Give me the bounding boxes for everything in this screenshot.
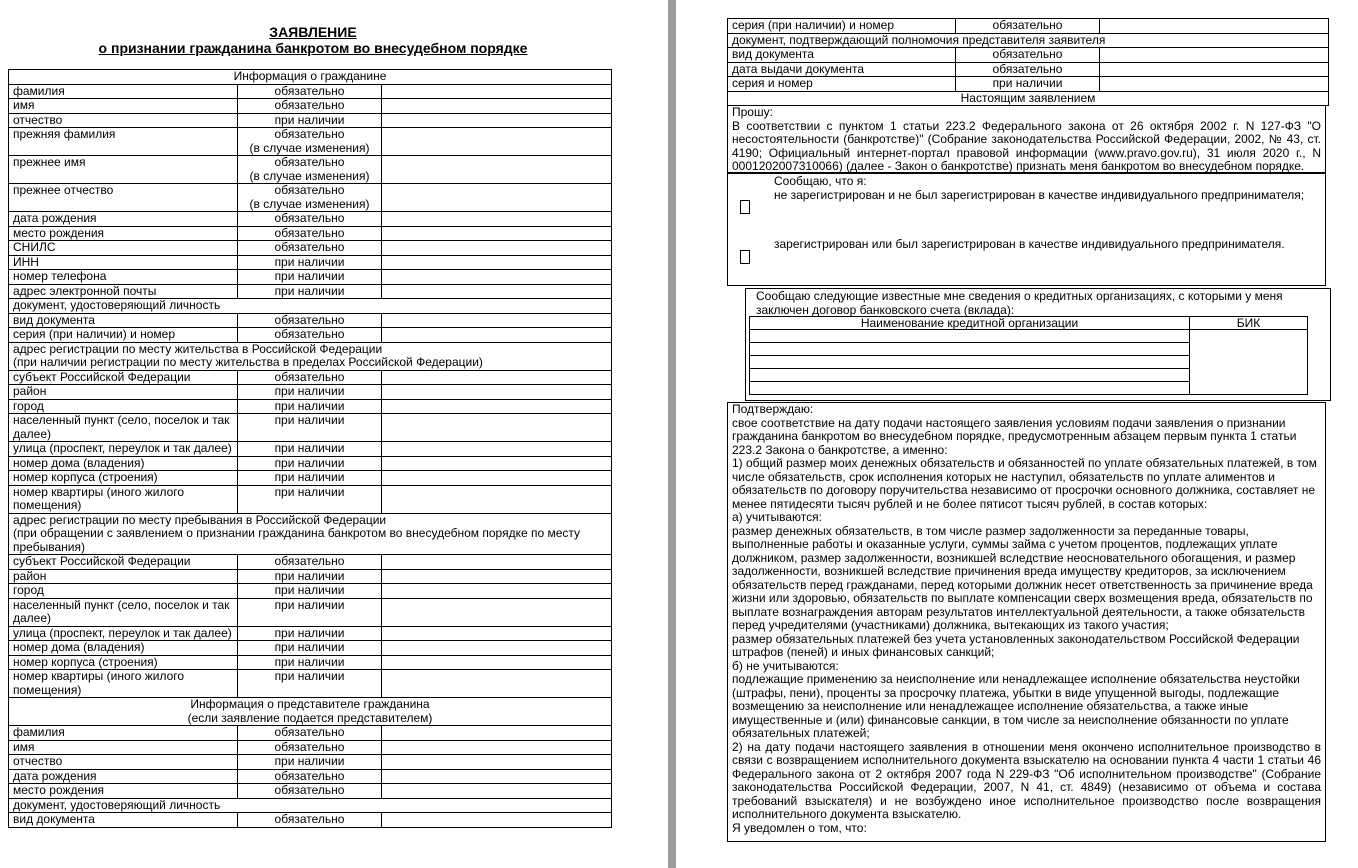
title-line-1: ЗАЯВЛЕНИЕ [269,24,357,40]
field-value-cell[interactable] [382,328,612,343]
field-requirement [238,670,382,698]
field-requirement [238,184,382,212]
field-requirement [956,77,1100,92]
field-value-cell[interactable] [382,755,612,770]
confirmation-paragraph: а) учитываются: [732,510,822,524]
field-requirement [238,270,382,285]
table-row [9,184,612,212]
table-row [9,270,612,285]
table-row [9,655,612,670]
field-label: номер телефона [9,270,238,285]
reg-address-title: адрес регистрации по месту жительства в Российской Федерации [13,342,383,356]
requirement-text: обязательно [992,47,1063,61]
representative-rows [9,726,612,799]
stay-address-title: адрес регистрации по месту пребывания в Российской Федерации [13,513,387,527]
field-requirement [238,241,382,256]
field-requirement [238,255,382,270]
field-value-cell[interactable] [382,813,612,828]
field-value-cell[interactable] [382,113,612,128]
field-value-cell[interactable] [382,626,612,641]
checkbox-not-registered[interactable] [740,200,750,214]
requirement-text: обязательно [274,725,345,739]
stay-address-rows [9,555,612,698]
confirmation-paragraph: подлежащие применению за неисполнение или ненадлежащее исполнение обязательства неустойки (штрафы, пени), проценты за просрочку платежа, убытки в виде упущенной выгоды, подлежащие возмещению за неисполнение или ненадлежащее исполнение обязательства, а также иные имущественные и (или) финансовые санкции, в том числе за неисполнение обязанности по уплате обязательных платежей; [732,672,1300,740]
citizen-rows [9,84,612,299]
field-label: место рождения [9,226,238,241]
field-value-cell[interactable] [382,670,612,698]
field-label: ИНН [9,255,238,270]
table-row [9,740,612,755]
requirement-text: при наличии [274,485,345,499]
representative-doc-table [727,18,1329,106]
bank-row [750,330,1308,343]
field-value-cell[interactable] [382,184,612,212]
field-label: дата рождения [9,212,238,227]
requirement-text: обязательно [274,313,345,327]
authority-doc-header: документ, подтверждающий полномочия представителя заявителя [728,33,1329,48]
requirement-text: обязательно [274,740,345,754]
requirement-text: при наличии [274,456,345,470]
table-row [9,641,612,656]
field-requirement: обязательно [956,19,1100,34]
table-row [9,385,612,400]
field-requirement [956,48,1100,63]
field-label: номер корпуса (строения) [9,655,238,670]
representative-subtitle: (если заявление подается представителем) [187,710,433,725]
bank-info-section [745,288,1331,401]
requirement-text: обязательно [274,226,345,240]
field-requirement [238,569,382,584]
field-value-cell[interactable] [382,313,612,328]
field-requirement [238,113,382,128]
table-row [9,255,612,270]
requirement-text: при наличии [274,255,345,269]
requirement-text: обязательно [274,98,345,112]
rep-id-doc-header: документ, удостоверяющий личность [9,798,612,813]
field-requirement [238,84,382,99]
requirement-text: обязательно [274,155,345,169]
field-label: номер дома (владения) [9,456,238,471]
bank-name-cell[interactable] [750,356,1190,369]
field-label: улица (проспект, переулок и так далее) [9,442,238,457]
bank-name-cell[interactable] [750,343,1190,356]
table-row [9,569,612,584]
requirement-text: обязательно [274,183,345,197]
authority-doc-rows [728,48,1329,92]
field-requirement [238,726,382,741]
field-label: номер корпуса (строения) [9,471,238,486]
table-row [9,128,612,156]
confirmation-paragraph: 2) на дату подачи настоящего заявления в отношении меня окончено исполнительное производство в связи с возвращением исполнительного документа взыскателю на основании пункта 4 части 1 статьи 46 Федерального закона от 2 октября 2007 года N 229-ФЗ "Об исполнительном производстве" (Собрание законодательства Российской Федерации, 2007, N 41, ст. 4849) (независимо от объема и состава требований взыскателя) и не возбуждено иное исполнительное производство после возвращения исполнительного документа взыскателю. [732,739,1321,821]
requirement-text: при наличии [274,669,345,683]
document-title [8,24,618,56]
requirement-text: обязательно [992,62,1063,76]
field-label: серия и номер [728,77,956,92]
field-value-cell[interactable] [1100,48,1329,63]
field-label: субъект Российской Федерации [9,370,238,385]
field-value-cell[interactable] [382,598,612,626]
field-value-cell[interactable] [382,270,612,285]
field-label: серия (при наличии) и номер [9,328,238,343]
requirement-text: обязательно [274,211,345,225]
table-row [9,226,612,241]
field-label: адрес электронной почты [9,284,238,299]
field-value-cell[interactable] [1100,19,1329,34]
field-label: отчество [9,113,238,128]
field-requirement [238,284,382,299]
field-label: субъект Российской Федерации [9,555,238,570]
table-row [9,113,612,128]
requirement-text: при наличии [274,284,345,298]
confirmation-paragraph: размер обязательных платежей без учета установленных законодательством Российской Федерации штрафов (пеней) и иных финансовых санкций; [732,631,1300,659]
field-requirement [238,485,382,513]
field-requirement [238,471,382,486]
field-requirement [238,385,382,400]
field-value-cell[interactable] [382,414,612,442]
field-requirement [956,62,1100,77]
field-label: СНИЛС [9,241,238,256]
field-value-cell[interactable] [382,241,612,256]
field-value-cell[interactable] [382,370,612,385]
field-label: район [9,385,238,400]
field-requirement [238,740,382,755]
requirement-text: при наличии [274,569,345,583]
option-registered: зарегистрирован или был зарегистрирован в качестве индивидуального предпринимателя. [774,237,1285,251]
table-row [9,84,612,99]
table-row [9,212,612,227]
table-row [9,769,612,784]
field-value-cell[interactable] [1100,77,1329,92]
field-requirement [238,456,382,471]
field-value-cell[interactable] [382,784,612,799]
field-label: вид документа [9,313,238,328]
field-requirement [238,626,382,641]
table-row [9,626,612,641]
bank-name-cell[interactable] [750,369,1190,382]
requirement-text: обязательно [274,127,345,141]
field-requirement [238,370,382,385]
confirmation-paragraph: 1) общий размер моих денежных обязательств и обязанностей по уплате обязательных платежей, в том числе обязательств, срок исполнения которых не наступил, обязательств по уплате алиментов и обязательств по договору поручительства независимо от просрочки основного должника, составляет не менее пятидесяти тысяч рублей и не более пятисот тысяч рублей, в состав которых: [732,456,1317,511]
requirement-text: при наличии [274,754,345,768]
field-requirement [238,655,382,670]
field-value-cell[interactable] [382,584,612,599]
field-value-cell[interactable] [382,569,612,584]
field-value-cell[interactable] [382,655,612,670]
field-requirement [238,813,382,828]
table-row [9,313,612,328]
requirement-text: обязательно [274,327,345,341]
field-value-cell[interactable] [382,226,612,241]
requirement-text: обязательно [274,812,345,826]
table-row [9,813,612,828]
confirmation-paragraph: размер денежных обязательств, в том числе размер задолженности за переданные товары, выполненные работы и оказанные услуги, суммы займа с учетом процентов, подлежащих уплате должником, размер задолженности, возникшей вследствие неосновательного обогащения, и размер задолженности, возникшей вследствие причинения вреда имуществу кредиторов, за исключением обязательств перед гражданами, перед которыми должник несет ответственность за причинение вреда жизни или здоровью, обязательств по выплате компенсации сверх возмещения вреда, обязательств по выплате вознаграждения авторам результатов интеллектуальной деятельности, а также обязательств перед учредителями (участниками) должника, вытекающих из такого участия; [732,523,1313,632]
field-requirement [238,226,382,241]
bank-name-cell[interactable] [750,330,1190,343]
field-requirement [238,156,382,184]
field-label: населенный пункт (село, поселок и так далее) [9,414,238,442]
field-label: дата выдачи документа [728,62,956,77]
requirement-note: (в случае изменения) [249,140,370,155]
field-label: номер дома (владения) [9,641,238,656]
requirement-text: при наличии [274,470,345,484]
requirement-text: при наличии [274,113,345,127]
requirement-text: при наличии [274,441,345,455]
field-requirement [238,769,382,784]
field-label: улица (проспект, переулок и так далее) [9,626,238,641]
table-row [728,19,1329,34]
table-row [9,555,612,570]
field-label: номер квартиры (иного жилого помещения) [9,485,238,513]
field-value-cell[interactable] [382,456,612,471]
field-label: место рождения [9,784,238,799]
checkbox-registered[interactable] [740,250,750,264]
field-requirement [238,328,382,343]
field-label: отчество [9,755,238,770]
title-line-2: о признании гражданина банкротом во внесудебном порядке [98,40,528,56]
field-value-cell[interactable] [382,641,612,656]
field-value-cell[interactable] [382,128,612,156]
reg-address-header [9,342,612,370]
field-value-cell[interactable] [382,471,612,486]
reg-address-rows [9,370,612,513]
representative-header [9,698,612,726]
rep-id-doc-rows [9,813,612,828]
field-label: имя [9,740,238,755]
field-label: город [9,399,238,414]
citizen-info-table [8,69,612,828]
table-row [9,442,612,457]
field-label: прежнее отчество [9,184,238,212]
request-section [727,105,1326,173]
field-label: номер квартиры (иного жилого помещения) [9,670,238,698]
requirement-text: обязательно [274,84,345,98]
table-row [9,241,612,256]
requirement-text: при наличии [274,413,345,427]
field-requirement [238,784,382,799]
field-value-cell[interactable] [1100,62,1329,77]
id-doc-header: документ, удостоверяющий личность [9,299,612,314]
field-label: населенный пункт (село, поселок и так далее) [9,598,238,626]
table-row [9,328,612,343]
field-value-cell[interactable] [382,255,612,270]
field-label: дата рождения [9,769,238,784]
representative-title: Информация о представителе гражданина [190,697,430,711]
status-heading: Сообщаю, что я: [774,174,867,188]
field-requirement [238,128,382,156]
table-row [728,48,1329,63]
request-text: В соответствии с пунктом 1 статьи 223.2 Федерального закона от 26 октября 2002 г. N 127-ФЗ "О несостоятельности (банкротстве)" (Собрание законодательства Российской Федерации, 2002, № 43, ст. 4190; Официальный интернет-портал правовой информации (www.pravo.gov.ru), 31 июля 2020 г., N 0001202007310066) (далее - Закон о банкротстве) признать меня банкротом во внесудебном порядке. [732,118,1321,173]
confirmation-paragraph: свое соответствие на дату подачи настоящего заявления условиям подачи заявления о признании гражданина банкротом во внесудебном порядке, предусмотренным абзацем первым пункта 1 статьи 223.2 Закона о банкротстве, а именно: [732,415,1297,457]
field-label: вид документа [9,813,238,828]
confirmation-section [727,402,1326,842]
field-value-cell[interactable] [382,84,612,99]
stay-address-subtitle: (при обращении с заявлением о признании гражданина банкротом во внесудебном порядке по месту пребывания) [13,526,581,554]
field-requirement [238,414,382,442]
requirement-text: при наличии [274,655,345,669]
table-row [9,485,612,513]
field-value-cell[interactable] [382,399,612,414]
requirement-text: при наличии [274,640,345,654]
bik-column-header: БИК [1190,317,1308,330]
requirement-text: при наличии [274,384,345,398]
bik-cell[interactable] [1190,330,1308,395]
table-row [9,598,612,626]
requirement-text: при наличии [992,76,1063,90]
field-requirement [238,555,382,570]
field-requirement [238,584,382,599]
field-value-cell[interactable] [382,726,612,741]
table-row [9,99,612,114]
confirmation-heading: Подтверждаю: [732,402,814,416]
confirmation-paragraph: Я уведомлен о том, что: [732,820,867,835]
table-row [9,284,612,299]
requirement-text: обязательно [274,240,345,254]
field-requirement [238,99,382,114]
field-label: прежняя фамилия [9,128,238,156]
field-requirement [238,755,382,770]
requirement-note: (в случае изменения) [249,196,370,211]
statement-header: Настоящим заявлением [728,91,1329,106]
field-value-cell[interactable] [382,385,612,400]
field-label: фамилия [9,84,238,99]
requirement-text: при наличии [274,626,345,640]
bank-info-intro: Сообщаю следующие известные мне сведения о кредитных организациях, с которыми у меня заключен договор банковского счета (вклада): [756,289,1283,317]
field-label: прежнее имя [9,156,238,184]
reg-address-subtitle: (при наличии регистрации по месту жительства в пределах Российской Федерации) [13,355,483,369]
citizen-info-header: Информация о гражданине [9,70,612,85]
id-doc-rows [9,313,612,342]
requirement-text: при наличии [274,399,345,413]
requirement-text: при наличии [274,598,345,612]
request-heading: Прошу: [732,105,773,119]
field-requirement [238,641,382,656]
table-row [9,414,612,442]
field-value-cell[interactable] [382,485,612,513]
field-value-cell[interactable] [382,769,612,784]
table-row [9,584,612,599]
table-row [9,670,612,698]
page-divider [668,0,676,868]
bank-name-column-header: Наименование кредитной организации [750,317,1190,330]
field-value-cell[interactable] [382,740,612,755]
field-value-cell[interactable] [382,284,612,299]
field-requirement [238,442,382,457]
field-value-cell[interactable] [382,212,612,227]
field-requirement [238,212,382,227]
field-label: город [9,584,238,599]
field-label: вид документа [728,48,956,63]
stay-address-header [9,513,612,555]
table-row [9,755,612,770]
field-value-cell[interactable] [382,555,612,570]
table-row [9,370,612,385]
table-row [728,62,1329,77]
requirement-note: (в случае изменения) [249,168,370,183]
field-label: фамилия [9,726,238,741]
table-row [9,784,612,799]
option-not-registered: не зарегистрирован и не был зарегистрирован в качестве индивидуального предпринимателя; [774,188,1305,202]
table-row [9,456,612,471]
table-row [728,77,1329,92]
field-value-cell[interactable] [382,442,612,457]
field-requirement [238,598,382,626]
field-value-cell[interactable] [382,99,612,114]
table-row [9,726,612,741]
field-requirement [238,313,382,328]
bank-table-header [750,317,1308,330]
confirmation-paragraph: б) не учитываются: [732,658,839,673]
bank-table [749,316,1308,395]
entrepreneur-status-section [727,173,1326,286]
requirement-text: обязательно [274,769,345,783]
requirement-text: при наличии [274,583,345,597]
field-label: серия (при наличии) и номер [728,19,956,34]
table-row [9,471,612,486]
field-label: район [9,569,238,584]
field-requirement [238,399,382,414]
field-label: имя [9,99,238,114]
requirement-text: при наличии [274,269,345,283]
bank-name-cell[interactable] [750,382,1190,395]
field-value-cell[interactable] [382,156,612,184]
table-row [9,156,612,184]
requirement-text: обязательно [274,554,345,568]
table-row [9,399,612,414]
requirement-text: обязательно [274,370,345,384]
requirement-text: обязательно [274,783,345,797]
